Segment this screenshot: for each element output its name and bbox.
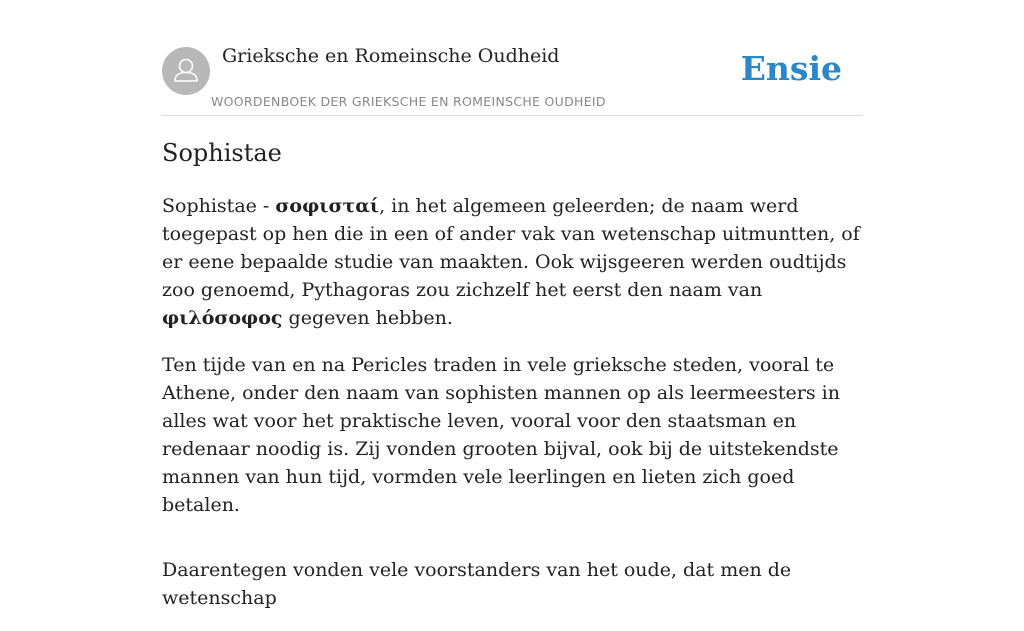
paragraph-1-tail: gegeven hebben.	[282, 307, 453, 329]
source-avatar[interactable]	[162, 47, 210, 95]
source-subtitle[interactable]: WOORDENBOEK DER GRIEKSCHE EN ROMEINSCHE OUDHEID	[211, 94, 606, 109]
paragraph-1	[162, 192, 862, 332]
paragraph-1-lead: Sophistae -	[162, 195, 276, 217]
paragraph-1-text: , in het algemeen geleerden; de naam werd toegepast op hen die in een of ander vak van wetenschap uitmuntten, of er eene bepaalde studie van maakten. Ook wijsgeeren werden oudtijds zoo genoemd, Pythagoras zou zichzelf het eerst den naam van	[162, 195, 860, 301]
source-title[interactable]: Grieksche en Romeinsche Oudheid	[222, 45, 560, 67]
site-header	[162, 0, 862, 116]
greek-term-sophistai: σοφισταί	[275, 195, 380, 217]
greek-term-philosophos: φιλόσοφος	[162, 307, 283, 329]
brand-logo[interactable]: Ensie	[740, 49, 842, 88]
paragraph-2: Ten tijde van en na Pericles traden in vele grieksche steden, vooral te Athene, onder den naam van sophisten mannen op als leermeesters in alles wat voor het praktische leven, vooral voor den staatsman en redenaar noodig is. Zij vonden grooten bijval, ook bij de uitstekendste mannen van hun tijd, vormden vele leerlingen en lieten zich goed betalen.	[162, 354, 840, 516]
article-body	[162, 192, 862, 631]
paragraph-3: Daarentegen vonden vele voorstanders van het oude, dat men de wetenschap	[162, 559, 792, 609]
page-title: Sophistae	[162, 139, 282, 167]
user-icon	[162, 47, 210, 95]
